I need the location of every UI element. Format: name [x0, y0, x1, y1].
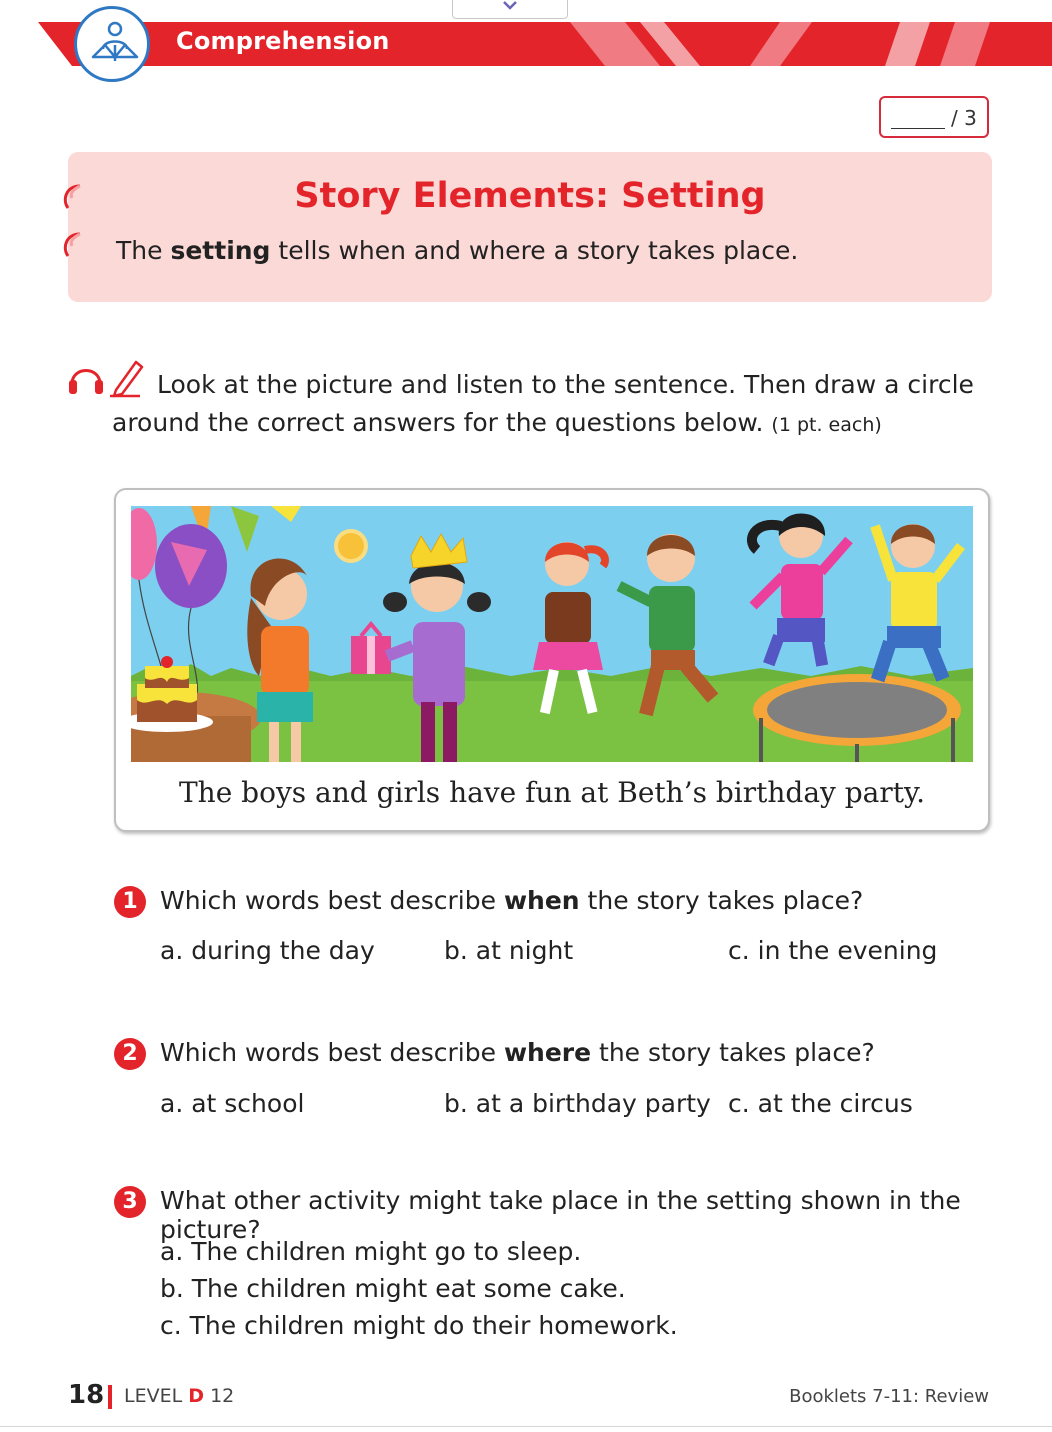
question-2-text: Which words best describe where the story takes place? — [160, 1038, 875, 1067]
birthday-party-illustration — [131, 506, 973, 762]
comprehension-icon — [74, 6, 150, 82]
instructions-line-2: around the correct answers for the questions below. (1 pt. each) — [112, 408, 882, 437]
page-number: 18 — [68, 1380, 105, 1410]
page-curl-icon — [60, 230, 86, 258]
question-number-badge: 2 — [114, 1038, 146, 1070]
score-box[interactable] — [879, 96, 989, 138]
section-title: Comprehension — [176, 27, 390, 55]
question-1-option-b[interactable]: b. at night — [444, 936, 574, 965]
question-1-text: Which words best describe when the story takes place? — [160, 886, 864, 915]
definition-box — [68, 152, 992, 302]
points-note: (1 pt. each) — [771, 414, 882, 436]
instructions — [112, 366, 992, 444]
question-3-text: What other activity might take place in the setting shown in the picture? — [160, 1186, 961, 1244]
definition-text: The setting tells when and where a story takes place. — [116, 236, 799, 265]
footer-level: LEVEL D 12 — [124, 1385, 235, 1407]
question-number-badge: 1 — [114, 886, 146, 918]
picture-caption: The boys and girls have fun at Beth’s birthday party. — [178, 776, 926, 809]
page-bottom-rule — [0, 1426, 1052, 1427]
headphones-icon — [69, 371, 103, 395]
question-3-option-c[interactable]: c. The children might do their homework. — [160, 1311, 678, 1340]
question-1-option-c[interactable]: c. in the evening — [728, 936, 938, 965]
score-total: / 3 — [951, 106, 977, 130]
footer-divider — [108, 1385, 112, 1409]
collapse-tab[interactable] — [452, 0, 568, 19]
chevron-down-icon — [502, 0, 518, 10]
question-3-option-a[interactable]: a. The children might go to sleep. — [160, 1237, 582, 1266]
question-1-option-a[interactable]: a. during the day — [160, 936, 375, 965]
question-2-option-a[interactable]: a. at school — [160, 1089, 305, 1118]
instructions-line-1: Look at the picture and listen to the sentence. Then draw a circle — [157, 370, 974, 399]
question-2-option-c[interactable]: c. at the circus — [728, 1089, 913, 1118]
picture-card — [114, 488, 990, 832]
score-blank[interactable] — [891, 128, 945, 129]
question-number-badge: 3 — [114, 1186, 146, 1218]
footer-booklet-label: Booklets 7-11: Review — [789, 1386, 989, 1407]
definition-title: Story Elements: Setting — [294, 176, 766, 216]
question-3-option-b[interactable]: b. The children might eat some cake. — [160, 1274, 626, 1303]
question-2-option-b[interactable]: b. at a birthday party — [444, 1089, 711, 1118]
